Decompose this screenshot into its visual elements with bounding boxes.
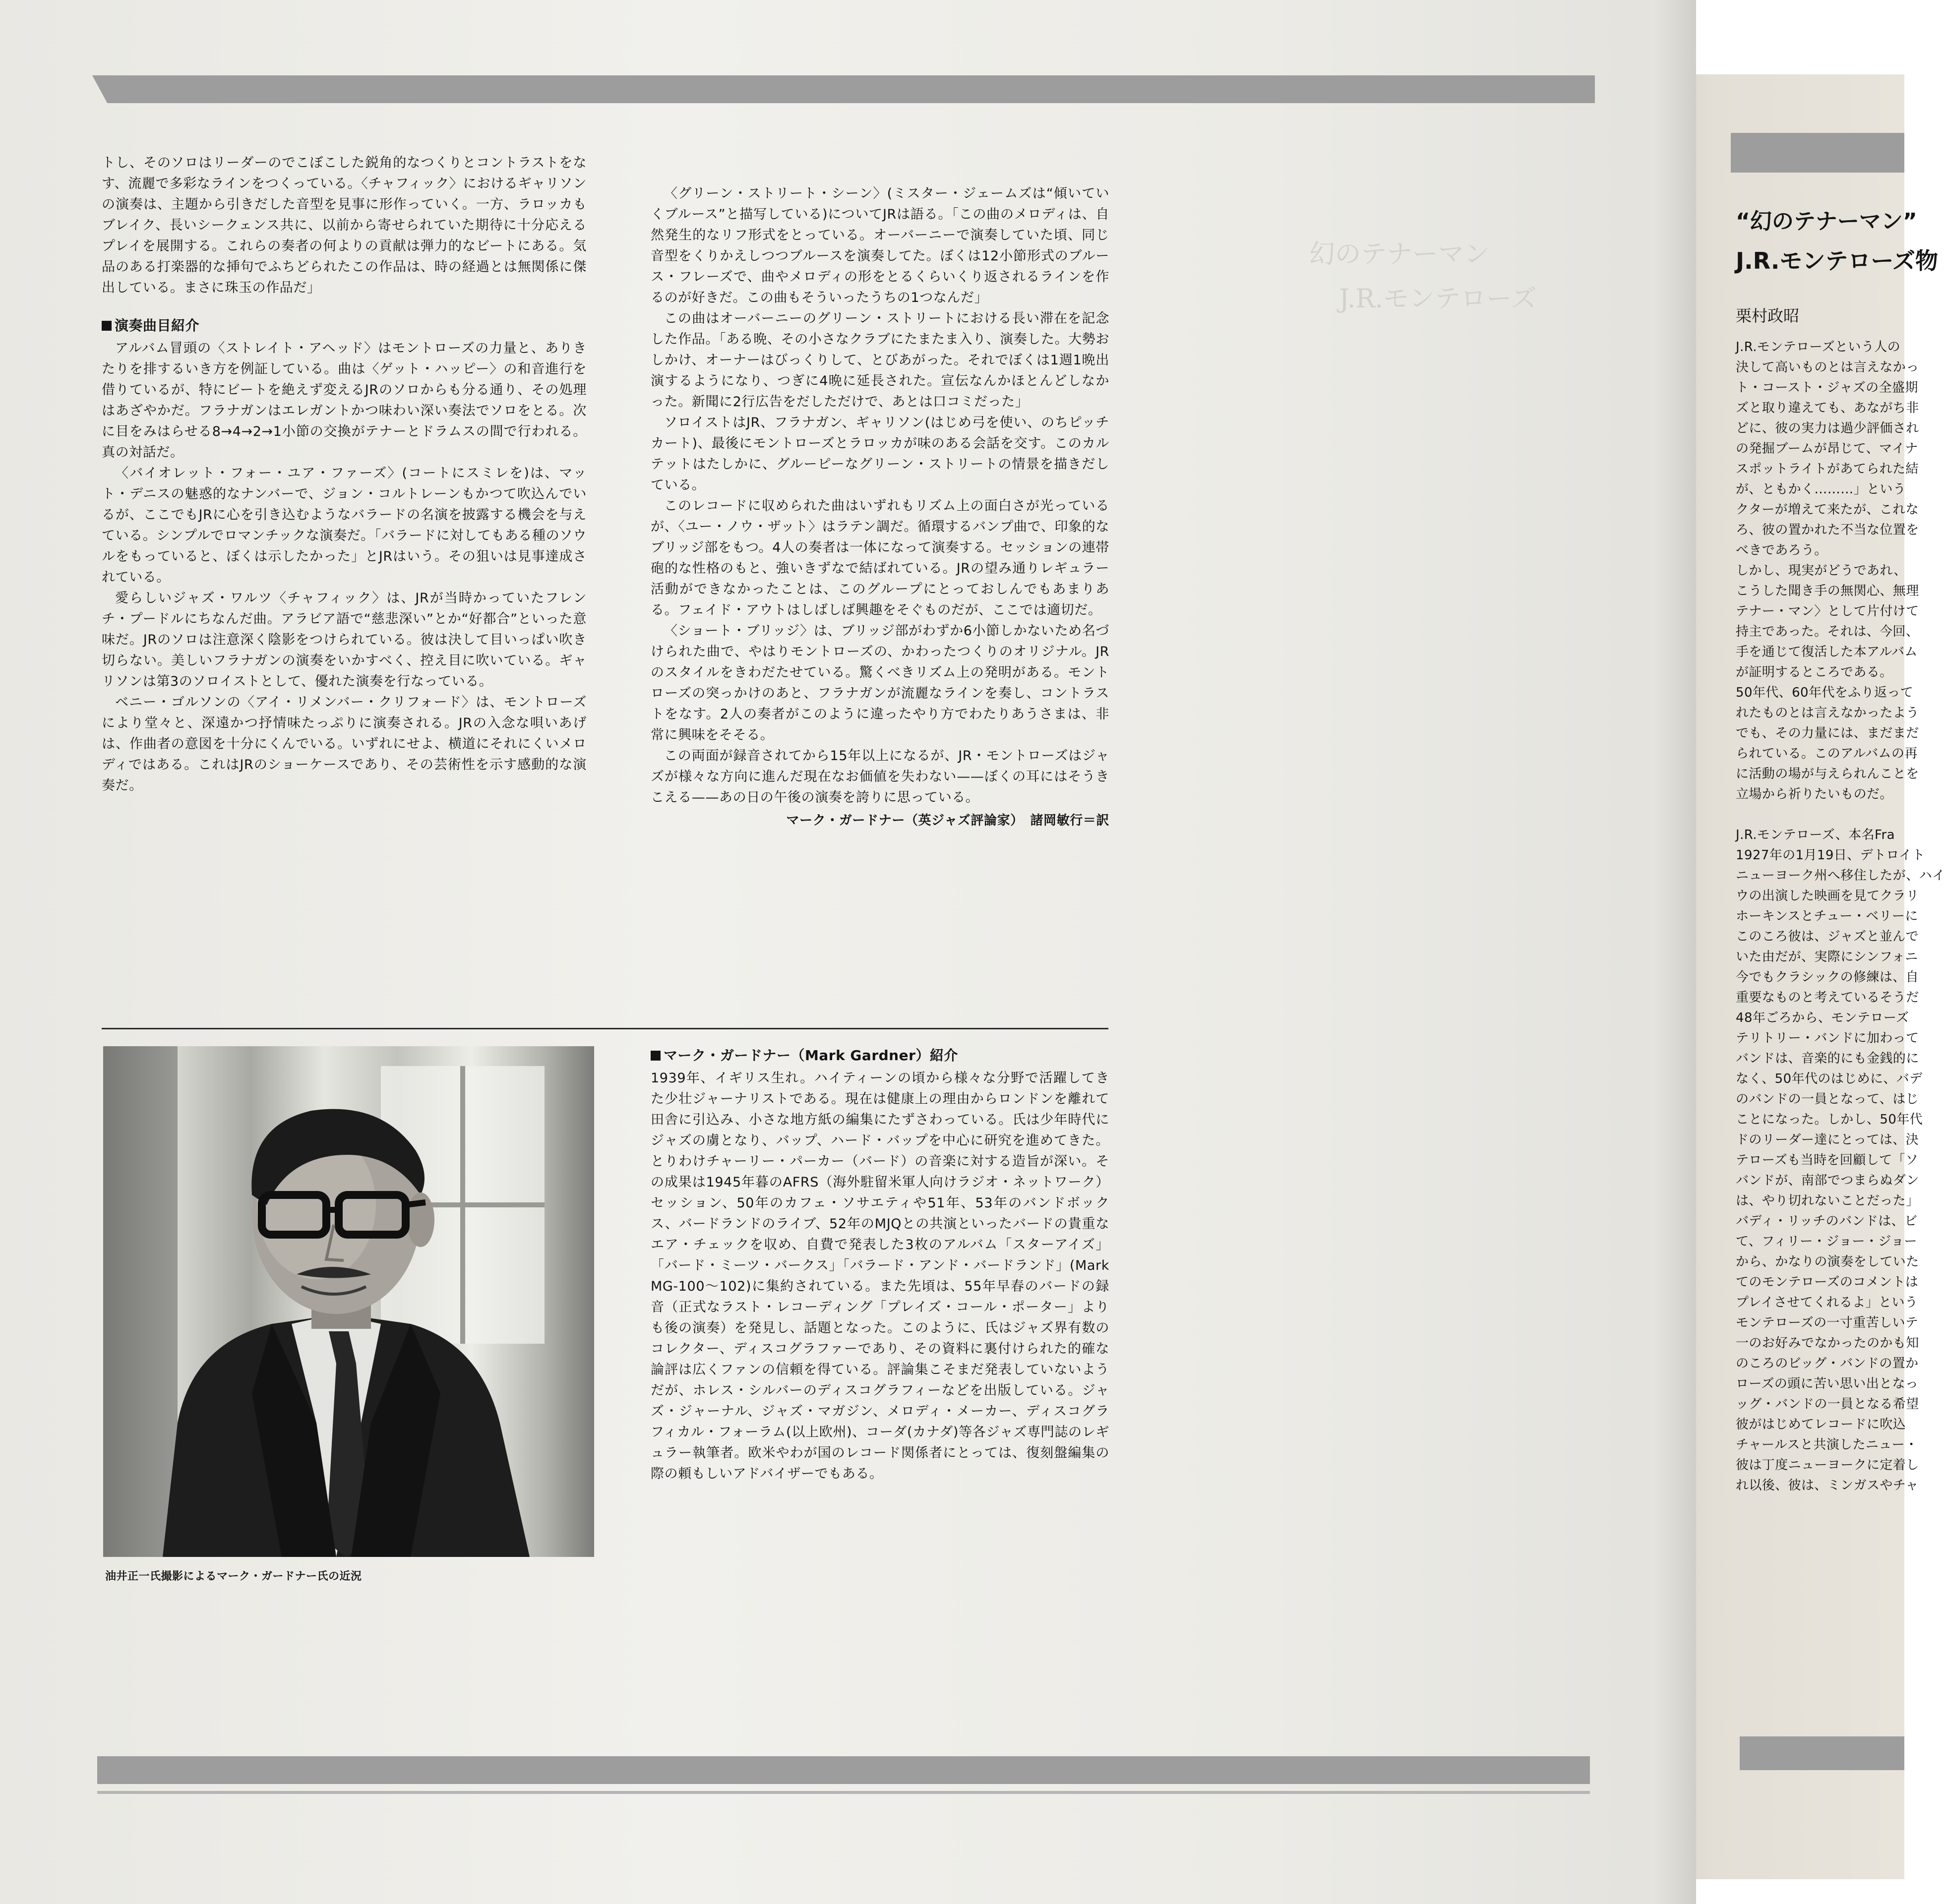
right-title-line2: J.R.モンテローズ物 <box>1736 247 1939 274</box>
right-line: どに、彼の実力は過少評価され <box>1736 421 1919 436</box>
right-line: 持主であった。それは、今回、 <box>1736 624 1919 639</box>
bio-text: 1939年、イギリス生れ。ハイティーンの頃から様々な分野で活躍してきた少壮ジャーナリストである。現在は健康上の理由からロンドンを離れて田舎に引込み、小さな地方紙の編集にたずさわっている。氏は少年時代にジャズの虜となり、バップ、ハード・バップを中心に研究を進めてきた。とりわけチャーリー・パーカー（バード）の音楽に対する造旨が深い。その成果は1945年暮のAFRS（海外駐留米軍人向けラジオ・ネットワーク）セッション、50年のカフェ・ソサエティや51年、53年のバンドボックス、バードランドのライブ、52年のMJQとの共演といったバードの貴重なエア・チェックを収め、自費で発表した3枚のアルバム「スターアイズ」「バード・ミーツ・バークス」「バラード・アンド・バードランド」(Mark MG-100〜102)に集約されている。また先頃は、55年早春のバードの録音（正式なラスト・レコーディング「プレイズ・コール・ポーター」よりも後の演奏）を発見し、話題となった。このように、氏はジャズ界有数のコレクター、ディスコグラファーであり、その資料に裏付けられた的確な論評は広くファンの信頼を得ている。評論集こそまだ発表していないようだが、ホレス・シルバーのディスコグラフィーなどを出版している。ジャズ・ジャーナル、ジャズ・マガジン、メロディ・メーカー、ディスコグラフィカル・フォーラム(以上欧州)、コーダ(カナダ)等各ジャズ専門誌のレギュラー執筆者。欧米やわが国のレコード関係者にとっては、復刻盤編集の際の頼もしいアドバイザーでもある。 <box>651 1071 1109 1482</box>
right-title-line1: “幻のテナーマン” <box>1736 209 1917 234</box>
right-line: は、やり切れないことだった」 <box>1736 1193 1919 1208</box>
right-line: モンテローズの一寸重苦しいテ <box>1736 1315 1919 1330</box>
show-through-title: 幻のテナーマン <box>1309 239 1490 269</box>
section-title: 演奏曲目紹介 <box>115 317 200 334</box>
right-line: の発掘ブームが昂じて、マイナ <box>1736 441 1918 456</box>
right-bottom-rule <box>1740 1736 1904 1770</box>
right-line <box>1736 805 1945 825</box>
right-line: 彼がはじめてレコードに吹込 <box>1736 1417 1906 1432</box>
paragraph-violets: 〈バイオレット・フォー・ユア・ファーズ〉(コートにスミレを)は、マット・デニスの魅惑的なナンバーで、ジョン・コルトレーンもかつて吹込んでいるが、ここでもJRに心を引き込むようなバラードの名演を披露する機会を与えている。シンプルでロマンチックな演奏だ。「バラードに対してもある種のソウルをもっていると、ぼくは示したかった」とJRはいう。その狙いは見事達成されている。 <box>102 466 587 585</box>
right-line: なく、50年代のはじめに、バデ <box>1736 1071 1923 1086</box>
paragraph-short-bridge: 〈ショート・ブリッジ〉は、ブリッジ部がわずか6小節しかないため名づけられた曲で、やはりモントローズの、かわったつくりのオリジナル。JRのスタイルをきわだたせている。驚くべきリズム上の発明がある。モントローズの突っかけのあと、フラナガンが流麗なラインを奏し、コントラストをなす。2人の奏者がこのように違ったやり方でわたりあうさまは、非常に興味をそそる。 <box>651 623 1109 743</box>
right-line: てのモンテローズのコメントは <box>1736 1275 1919 1290</box>
square-bullet-icon <box>651 1051 661 1061</box>
right-line: ト・コースト・ジャズの全盛期 <box>1736 380 1918 395</box>
bio-section <box>651 1045 1109 1485</box>
right-line: でも、その力量には、まだまだ <box>1736 726 1919 741</box>
bio-heading <box>651 1045 1109 1066</box>
right-author: 栗村政昭 <box>1736 306 1800 325</box>
paragraph-chafic: 愛らしいジャズ・ワルツ〈チャフィック〉は、JRが当時かっていたフレンチ・プードルにちなんだ曲。アラビア語で“慈悲深い”とか“好都合”といった意味だ。JRのソロは注意深く陰影をつけられている。彼は決して目いっぱい吹き切らない。美しいフラナガンの演奏をいかすべく、控え目に吹いている。ギャリソンは第3のソロイストとして、優れた演奏を行なっている。 <box>102 591 587 689</box>
right-line: しかし、現実がどうであれ、 <box>1736 563 1907 578</box>
paragraph-straight-ahead: アルバム冒頭の〈ストレイト・アヘッド〉はモントローズの力量と、ありきたりを排するいき方を例証している。曲は〈ゲット・ハッピー〉の和音進行を借りているが、特にビートを絶えず変えるJRのソロからも分る通り、その処理はあざやかだ。フラナガンはエレガントかつ味わい深い奏法でソロをとる。次に目をみはらせる8→4→2→1小節の交換がテナーとドラムスの間で行われる。真の対話だ。 <box>102 341 587 460</box>
right-line: 50年代、60年代をふり返って <box>1736 685 1914 700</box>
right-line: られている。このアルバムの再 <box>1736 746 1918 761</box>
right-line: が、ともかく………」という <box>1736 482 1906 497</box>
right-line: テローズも当時を回顧して「ソ <box>1736 1153 1919 1168</box>
right-line: 48年ごろから、モンテローズ <box>1736 1011 1909 1025</box>
right-line: ことになった。しかし、50年代 <box>1736 1112 1923 1127</box>
right-line: ドのリーダー達にとっては、決 <box>1736 1132 1919 1147</box>
right-line: バンドは、音楽的にも金銭的に <box>1736 1051 1919 1066</box>
right-line: チャールスと共演したニュー・ <box>1736 1437 1918 1452</box>
paragraph-soloists: ソロイストはJR、フラナガン、ギャリソン(はじめ弓を使い、のちピッチカート)、最後にモントローズとラロッカが味のある会話を交す。このカルテットはたしかに、グルーピーなグリーン・ストリートの情景を描きだしている。 <box>651 415 1109 493</box>
right-line: に活動の場が与えられんことを <box>1736 767 1919 781</box>
right-line: 今でもクラシックの修練は、自 <box>1736 970 1919 985</box>
right-line: スポットライトがあてられた結 <box>1736 462 1919 476</box>
bottom-rule-lower <box>97 1791 1590 1794</box>
right-line: テナー・マン〉として片付けて <box>1736 604 1919 619</box>
right-line: クターが増えて来たが、これな <box>1736 502 1919 517</box>
right-line: このころ彼は、ジャズと並んで <box>1736 929 1919 944</box>
right-line: バディ・リッチのバンドは、ビ <box>1736 1214 1918 1229</box>
square-bullet-icon <box>102 321 112 331</box>
right-line: ッグ・バンドの一員となる希望 <box>1736 1397 1919 1412</box>
paragraph-clifford: ベニー・ゴルソンの〈アイ・リメンバー・クリフォード〉は、モントローズにより堂々と、深遠かつ抒情味たっぷりに演奏される。JRの入念な唄いあげは、作曲者の意図を十分にくんでいる。いずれにせよ、横道にそれにくいメロディではある。これはJRのショーケースであり、その芸術性を示す感動的な演奏だ。 <box>102 695 587 793</box>
show-through-subtitle: J.R.モンテローズ <box>1339 284 1537 314</box>
right-line: ズと取り違えても、あながち非 <box>1736 401 1919 416</box>
paragraph-closing: この両面が録音されてから15年以上になるが、JR・モントローズはジャズが様々な方向に進んだ現在なお価値を失わない——ぼくの耳にはそうきこえる——あの日の午後の演奏を誇りに思っている。 <box>651 748 1109 805</box>
right-line: 重要なものと考えているそうだ <box>1736 990 1919 1005</box>
right-column-text <box>1736 337 1945 1496</box>
section-heading <box>102 315 587 336</box>
paragraph-green-street: 〈グリーン・ストリート・シーン〉(ミスター・ジェームズは“傾いていくブルース”と描写している)についてJRは語る。「この曲のメロディは、自然発生的なリフ形式をとっている。オーバーニーで演奏していた頃、同じ音型をくりかえしつつブルースを演奏してた。ぼくは12小節形式のブルース・フレーズで、曲やメロディの形をとるくらいくり返されるラインを作るのが好きだ。この曲もそういったうちの1つなんだ」 <box>651 186 1109 305</box>
right-line: 決して高いものとは言えなかっ <box>1736 360 1919 375</box>
section-divider <box>102 1028 1108 1029</box>
right-line: プレイさせてくれるよ」という <box>1736 1295 1918 1310</box>
photo-caption: 油井正一氏撮影によるマーク・ガードナー氏の近況 <box>105 1570 362 1583</box>
author-credit: マーク・ガードナー（英ジャズ評論家） 諸岡敏行＝訳 <box>786 813 1109 828</box>
right-line: 彼は丁度ニューヨークに定着し <box>1736 1458 1919 1473</box>
paragraph-overney: この曲はオーバーニーのグリーン・ストリートにおける長い滞在を記念した作品。「ある晩、その小さなクラブにたまたま入り、演奏した。大勢おしかけ、オーナーはびっくりして、とびあがった。それでぼくは1週1晩出演するようになり、つぎに4晩に延長された。宣伝なんかほとんどしなかった。新聞に2行広告をだしただけで、あとは口コミだった」 <box>651 311 1109 410</box>
right-line: て、フィリー・ジョー・ジョー <box>1736 1234 1917 1249</box>
right-line: 一のお好みでなかったのかも知 <box>1736 1336 1919 1351</box>
right-line: が証明するところである。 <box>1736 665 1893 680</box>
right-line: こうした聞き手の無関心、無理 <box>1736 584 1919 598</box>
right-line: ニューヨーク州へ移住したが、ハイ <box>1736 868 1945 883</box>
right-line: 1927年の1月19日、デトロイト <box>1736 848 1925 863</box>
right-line: いた由だが、実際にシンフォニ <box>1736 950 1918 964</box>
top-rule <box>92 75 1595 103</box>
paragraph-you-know-that: このレコードに収められた曲はいずれもリズム上の面白さが光っているが、〈ユー・ノウ・ザット〉はラテン調だ。循環するバンプ曲で、印象的なブリッジ部をもつ。4人の奏者は一体になって演奏する。セッションの連帯砲的な性格のもと、強いきずなで結ばれている。JRの望み通りレギュラー活動ができなかったことは、このグループにとっておしんでもあまりある。フェイド・アウトはしばしば興趣をそぐものだが、ここでは適切だ。 <box>651 498 1109 618</box>
bio-heading-text: マーク・ガードナー（Mark Gardner）紹介 <box>664 1047 958 1064</box>
right-line: ホーキンスとチュー・ベリーに <box>1736 909 1918 924</box>
right-line: テリトリー・バンドに加わって <box>1736 1031 1919 1046</box>
right-line: から、かなりの演奏をしていた <box>1736 1254 1919 1269</box>
right-top-rule <box>1731 133 1904 173</box>
right-line: ローズの頭に苦い思い出となっ <box>1736 1376 1919 1391</box>
portrait-photo <box>103 1046 594 1557</box>
column-left <box>102 153 587 796</box>
page-gutter <box>1651 0 1696 1904</box>
right-line: バンドが、南部でつまらぬダン <box>1736 1173 1919 1188</box>
right-line: J.R.モンテローズ、本名Fra <box>1736 828 1895 842</box>
right-line: 手を通じて復活した本アルバム <box>1736 645 1918 659</box>
intro-paragraph: トし、そのソロはリーダーのでこぼこした鋭角的なつくりとコントラストをなす、流麗で多彩なラインをつくっている。〈チャフィック〉におけるギャリソンの演奏は、主題から引きだした音型を見事に形作っていく。一方、ラロッカもブレイク、長いシークェンス共に、以前から寄せられていた期待に十分応えるプレイを展開する。これらの奏者の何よりの貢献は弾力的なビートにある。気品のある打楽器的な挿句でふちどられたこの作品は、時の経過とは無関係に傑出している。まさに珠玉の作品だ」 <box>102 155 587 296</box>
right-line: れ以後、彼は、ミンガスやチャ <box>1736 1478 1919 1493</box>
column-right <box>651 183 1109 831</box>
right-line: のころのビッグ・バンドの置か <box>1736 1356 1919 1371</box>
right-line: 立場から祈りたいものだ。 <box>1736 787 1893 802</box>
right-line: ウの出演した映画を見てクラリ <box>1736 889 1919 903</box>
right-line: ろ、彼の置かれた不当な位置を <box>1736 523 1919 537</box>
right-line: J.R.モンテローズという人の <box>1736 340 1901 355</box>
right-line: のバンドの一員となって、はじ <box>1736 1092 1919 1107</box>
portrait-illustration <box>103 1046 594 1557</box>
right-line: れたものとは言えなかったよう <box>1736 706 1919 720</box>
right-line: べきであろう。 <box>1736 543 1827 558</box>
bottom-rule <box>97 1756 1590 1784</box>
